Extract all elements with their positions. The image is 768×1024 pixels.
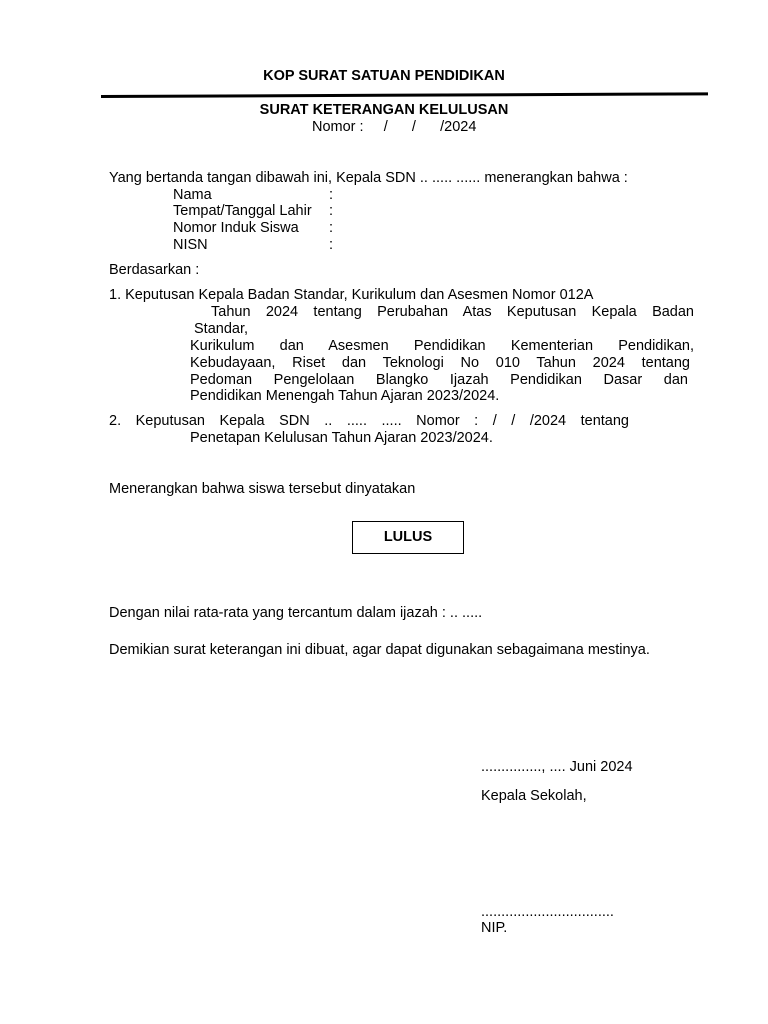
item2-line1: 2. Keputusan Kepala SDN .. ..... ..... Nomor : / / /2024 tentang [109,413,629,429]
signature-role: Kepala Sekolah, [481,788,587,804]
field-label-nisn: NISN [173,237,208,253]
item2-line2: Penetapan Kelulusan Tahun Ajaran 2023/2024. [190,430,493,446]
signature-date: ..............., .... Juni 2024 [481,759,633,775]
closing-text: Demikian surat keterangan ini dibuat, agar dapat digunakan sebagaimana mestinya. [109,642,650,658]
intro-text: Yang bertanda tangan dibawah ini, Kepala SDN .. ..... ...... menerangkan bahwa : [109,170,628,186]
item1-line6: Pedoman Pengelolaan Blangko Ijazah Pendidikan Dasar dan [190,372,688,388]
letter-title: SURAT KETERANGAN KELULUSAN [259,102,509,118]
item1-line2: Tahun 2024 tentang Perubahan Atas Keputusan Kepala Badan [211,304,694,320]
letterhead-divider [101,92,708,98]
letter-number: Nomor : / / /2024 [312,119,477,135]
field-colon-nama: : [329,187,334,203]
berdasarkan-heading: Berdasarkan : [109,262,200,278]
field-label-nis: Nomor Induk Siswa [173,220,299,236]
item1-line4: Kurikulum dan Asesmen Pendidikan Kementerian Pendidikan, [190,338,694,354]
item1-line3: Standar, [194,321,249,337]
signature-name-line: ................................. [481,904,614,920]
field-colon-nisn: : [329,237,334,253]
field-colon-nis: : [329,220,334,236]
item1-line1: 1. Keputusan Kepala Badan Standar, Kurikulum dan Asesmen Nomor 012A [109,287,594,303]
field-label-ttl: Tempat/Tanggal Lahir [173,203,312,219]
grade-average-text: Dengan nilai rata-rata yang tercantum dalam ijazah : .. ..... [109,605,483,621]
item1-line5: Kebudayaan, Riset dan Teknologi No 010 Tahun 2024 tentang [190,355,690,371]
field-label-nama: Nama [173,187,212,203]
status-badge: LULUS [352,521,464,554]
field-colon-ttl: : [329,203,334,219]
letterhead-title: KOP SURAT SATUAN PENDIDIKAN [263,68,505,84]
signature-nip: NIP. [481,920,508,936]
item1-line7: Pendidikan Menengah Tahun Ajaran 2023/2024. [190,388,500,404]
statement-text: Menerangkan bahwa siswa tersebut dinyatakan [109,481,416,497]
